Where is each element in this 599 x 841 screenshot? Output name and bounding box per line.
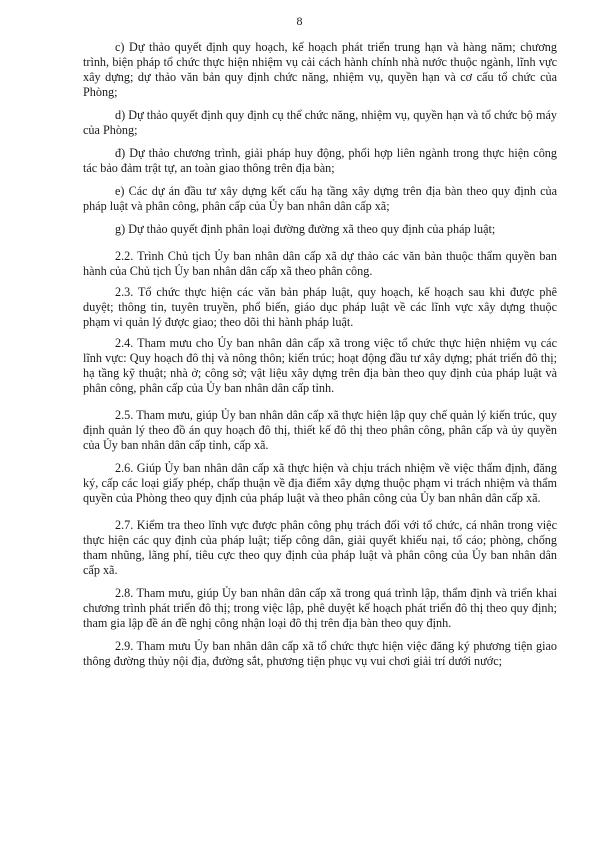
- paragraph-2-3: 2.3. Tổ chức thực hiện các văn bản pháp luật, quy hoạch, kế hoạch sau khi được phê duyệt; thông tin, tuyên truyền, phổ biến, giáo dục pháp luật về các lĩnh vực xây dựng thuộc phạm vi quản lý được giao; theo dõi thi hành pháp luật.: [83, 285, 557, 329]
- paragraph-d: d) Dự thảo quyết định quy định cụ thể chức năng, nhiệm vụ, quyền hạn và tổ chức bộ máy của Phòng;: [83, 108, 557, 137]
- paragraph-2-9: 2.9. Tham mưu Ủy ban nhân dân cấp xã tổ chức thực hiện việc đăng ký phương tiện giao thông đường thủy nội địa, đường sắt, phương tiện phục vụ vui chơi giải trí dưới nước;: [83, 639, 557, 668]
- paragraph-2-7: 2.7. Kiểm tra theo lĩnh vực được phân công phụ trách đối với tổ chức, cá nhân trong việc thực hiện các quy định của pháp luật; tiếp công dân, giải quyết khiếu nại, tố cáo; phòng, chống tham nhũng, lãng phí, tiêu cực theo quy định của pháp luật và phân công của Ủy ban nhân dân cấp xã.: [83, 518, 557, 577]
- paragraph-c: c) Dự thảo quyết định quy hoạch, kế hoạch phát triển trung hạn và hàng năm; chương trình, biện pháp tổ chức thực hiện nhiệm vụ cải cách hành chính nhà nước thuộc ngành, lĩnh vực xây dựng; dự thảo văn bản quy định chức năng, nhiệm vụ, quyền hạn và cơ cấu tổ chức của Phòng;: [83, 40, 557, 99]
- paragraph-g: g) Dự thảo quyết định phân loại đường đường xã theo quy định của pháp luật;: [115, 222, 496, 236]
- paragraph-dd: đ) Dự thảo chương trình, giải pháp huy động, phối hợp liên ngành trong thực hiện công tác bảo đảm trật tự, an toàn giao thông trên địa bàn;: [83, 146, 557, 175]
- page-number: 8: [296, 14, 303, 28]
- paragraph-2-5: 2.5. Tham mưu, giúp Ủy ban nhân dân cấp xã thực hiện lập quy chế quản lý kiến trúc, quy định quản lý theo đồ án quy hoạch đô thị, thiết kế đô thị theo phân công, phân cấp và ủy quyền của Ủy ban nhân dân cấp tỉnh, cấp xã.: [83, 408, 557, 452]
- paragraph-2-4: 2.4. Tham mưu cho Ủy ban nhân dân cấp xã trong việc tổ chức thực hiện nhiệm vụ các lĩnh vực: Quy hoạch đô thị và nông thôn; kiến trúc; hoạt động đầu tư xây dựng; phát triển đô thị; hạ tầng kỹ thuật; nhà ở; công sở; vật liệu xây dựng trên địa bàn theo quy định của pháp luật và phân công, phân cấp của Ủy ban nhân dân cấp tỉnh.: [83, 336, 557, 395]
- paragraph-2-8: 2.8. Tham mưu, giúp Ủy ban nhân dân cấp xã trong quá trình lập, thẩm định và triển khai chương trình phát triển đô thị; trong việc lập, phê duyệt kế hoạch phát triển đô thị theo quy định; tham gia lập đề án đề nghị công nhận loại đô thị trên địa bàn theo quy định.: [83, 586, 557, 630]
- paragraph-e: e) Các dự án đầu tư xây dựng kết cấu hạ tầng xây dựng trên địa bàn theo quy định của pháp luật và phân công, phân cấp của Ủy ban nhân dân cấp xã;: [83, 184, 557, 213]
- document-body: [83, 40, 557, 669]
- paragraph-2-2: 2.2. Trình Chủ tịch Ủy ban nhân dân cấp xã dự thảo các văn bản thuộc thẩm quyền ban hành của Chủ tịch Ủy ban nhân dân cấp xã theo phân công.: [83, 249, 557, 278]
- paragraph-2-6: 2.6. Giúp Ủy ban nhân dân cấp xã thực hiện và chịu trách nhiệm về việc thẩm định, đăng ký, cấp các loại giấy phép, chấp thuận về địa điểm xây dựng thuộc phạm vi trách nhiệm và thẩm quyền của Phòng theo quy định của pháp luật và theo phân công của Ủy ban nhân dân cấp xã.: [83, 461, 557, 505]
